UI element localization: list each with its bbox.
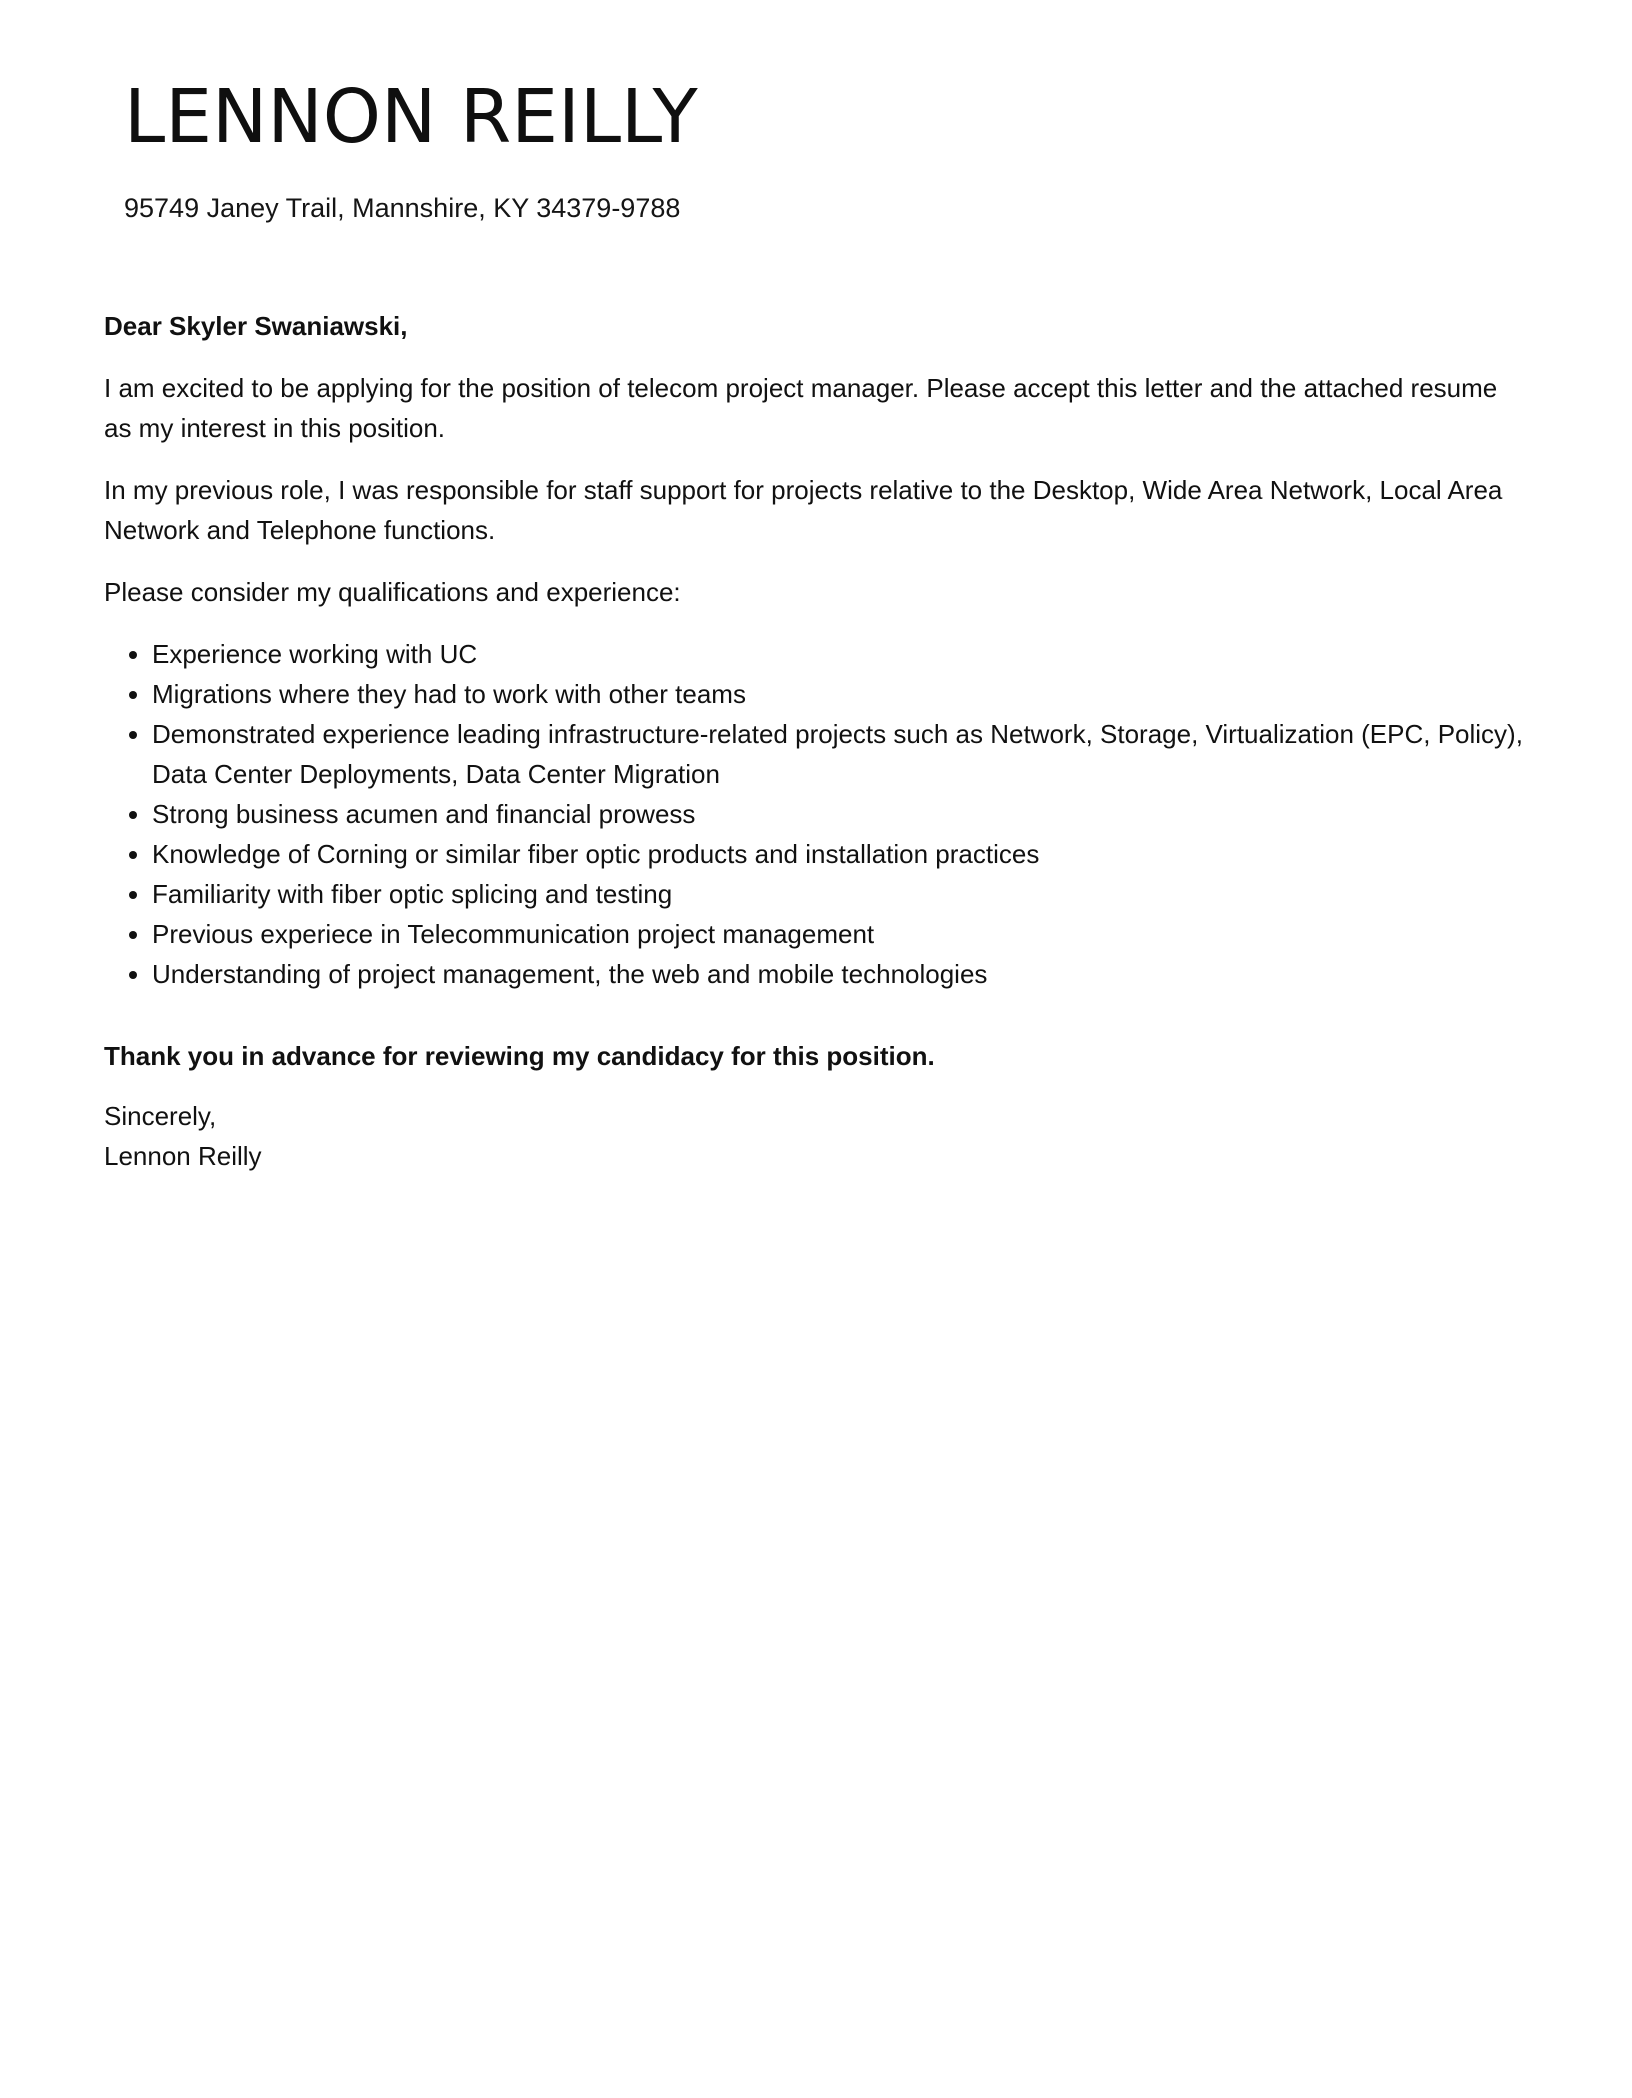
list-item: • Familiarity with fiber optic splicing and testing	[152, 874, 1524, 914]
list-item: • Experience working with UC	[152, 634, 1524, 674]
applicant-name: LENNON REILLY	[124, 74, 698, 160]
list-item: • Demonstrated experience leading infrastructure-related projects such as Network, Storage, Virtualization (EPC, Policy), Data Center Deployments, Data Center Migration	[152, 714, 1524, 794]
qualifications-list	[104, 634, 1524, 994]
paragraph-previous-role: In my previous role, I was responsible for staff support for projects relative to the Desktop, Wide Area Network, Local Area Network and Telephone functions.	[104, 475, 1503, 545]
list-item: • Understanding of project management, the web and mobile technologies	[152, 954, 1524, 994]
list-item: • Previous experiece in Telecommunication project management	[152, 914, 1524, 954]
closing: Sincerely,	[104, 1101, 217, 1131]
list-item: • Knowledge of Corning or similar fiber optic products and installation practices	[152, 834, 1524, 874]
paragraph-intro: I am excited to be applying for the position of telecom project manager. Please accept this letter and the attached resume as my interest in this position.	[104, 373, 1498, 443]
salutation: Dear Skyler Swaniawski,	[104, 311, 408, 341]
paragraph-qualifications-intro: Please consider my qualifications and experience:	[104, 577, 681, 607]
letter-body	[104, 306, 1524, 1176]
list-item: • Migrations where they had to work with other teams	[152, 674, 1524, 714]
applicant-address: 95749 Janey Trail, Mannshire, KY 34379-9788	[124, 193, 681, 223]
letter-header	[124, 72, 1524, 226]
list-item: • Strong business acumen and financial prowess	[152, 794, 1524, 834]
signature: Lennon Reilly	[104, 1141, 262, 1171]
thank-you-line: Thank you in advance for reviewing my candidacy for this position.	[104, 1041, 935, 1071]
